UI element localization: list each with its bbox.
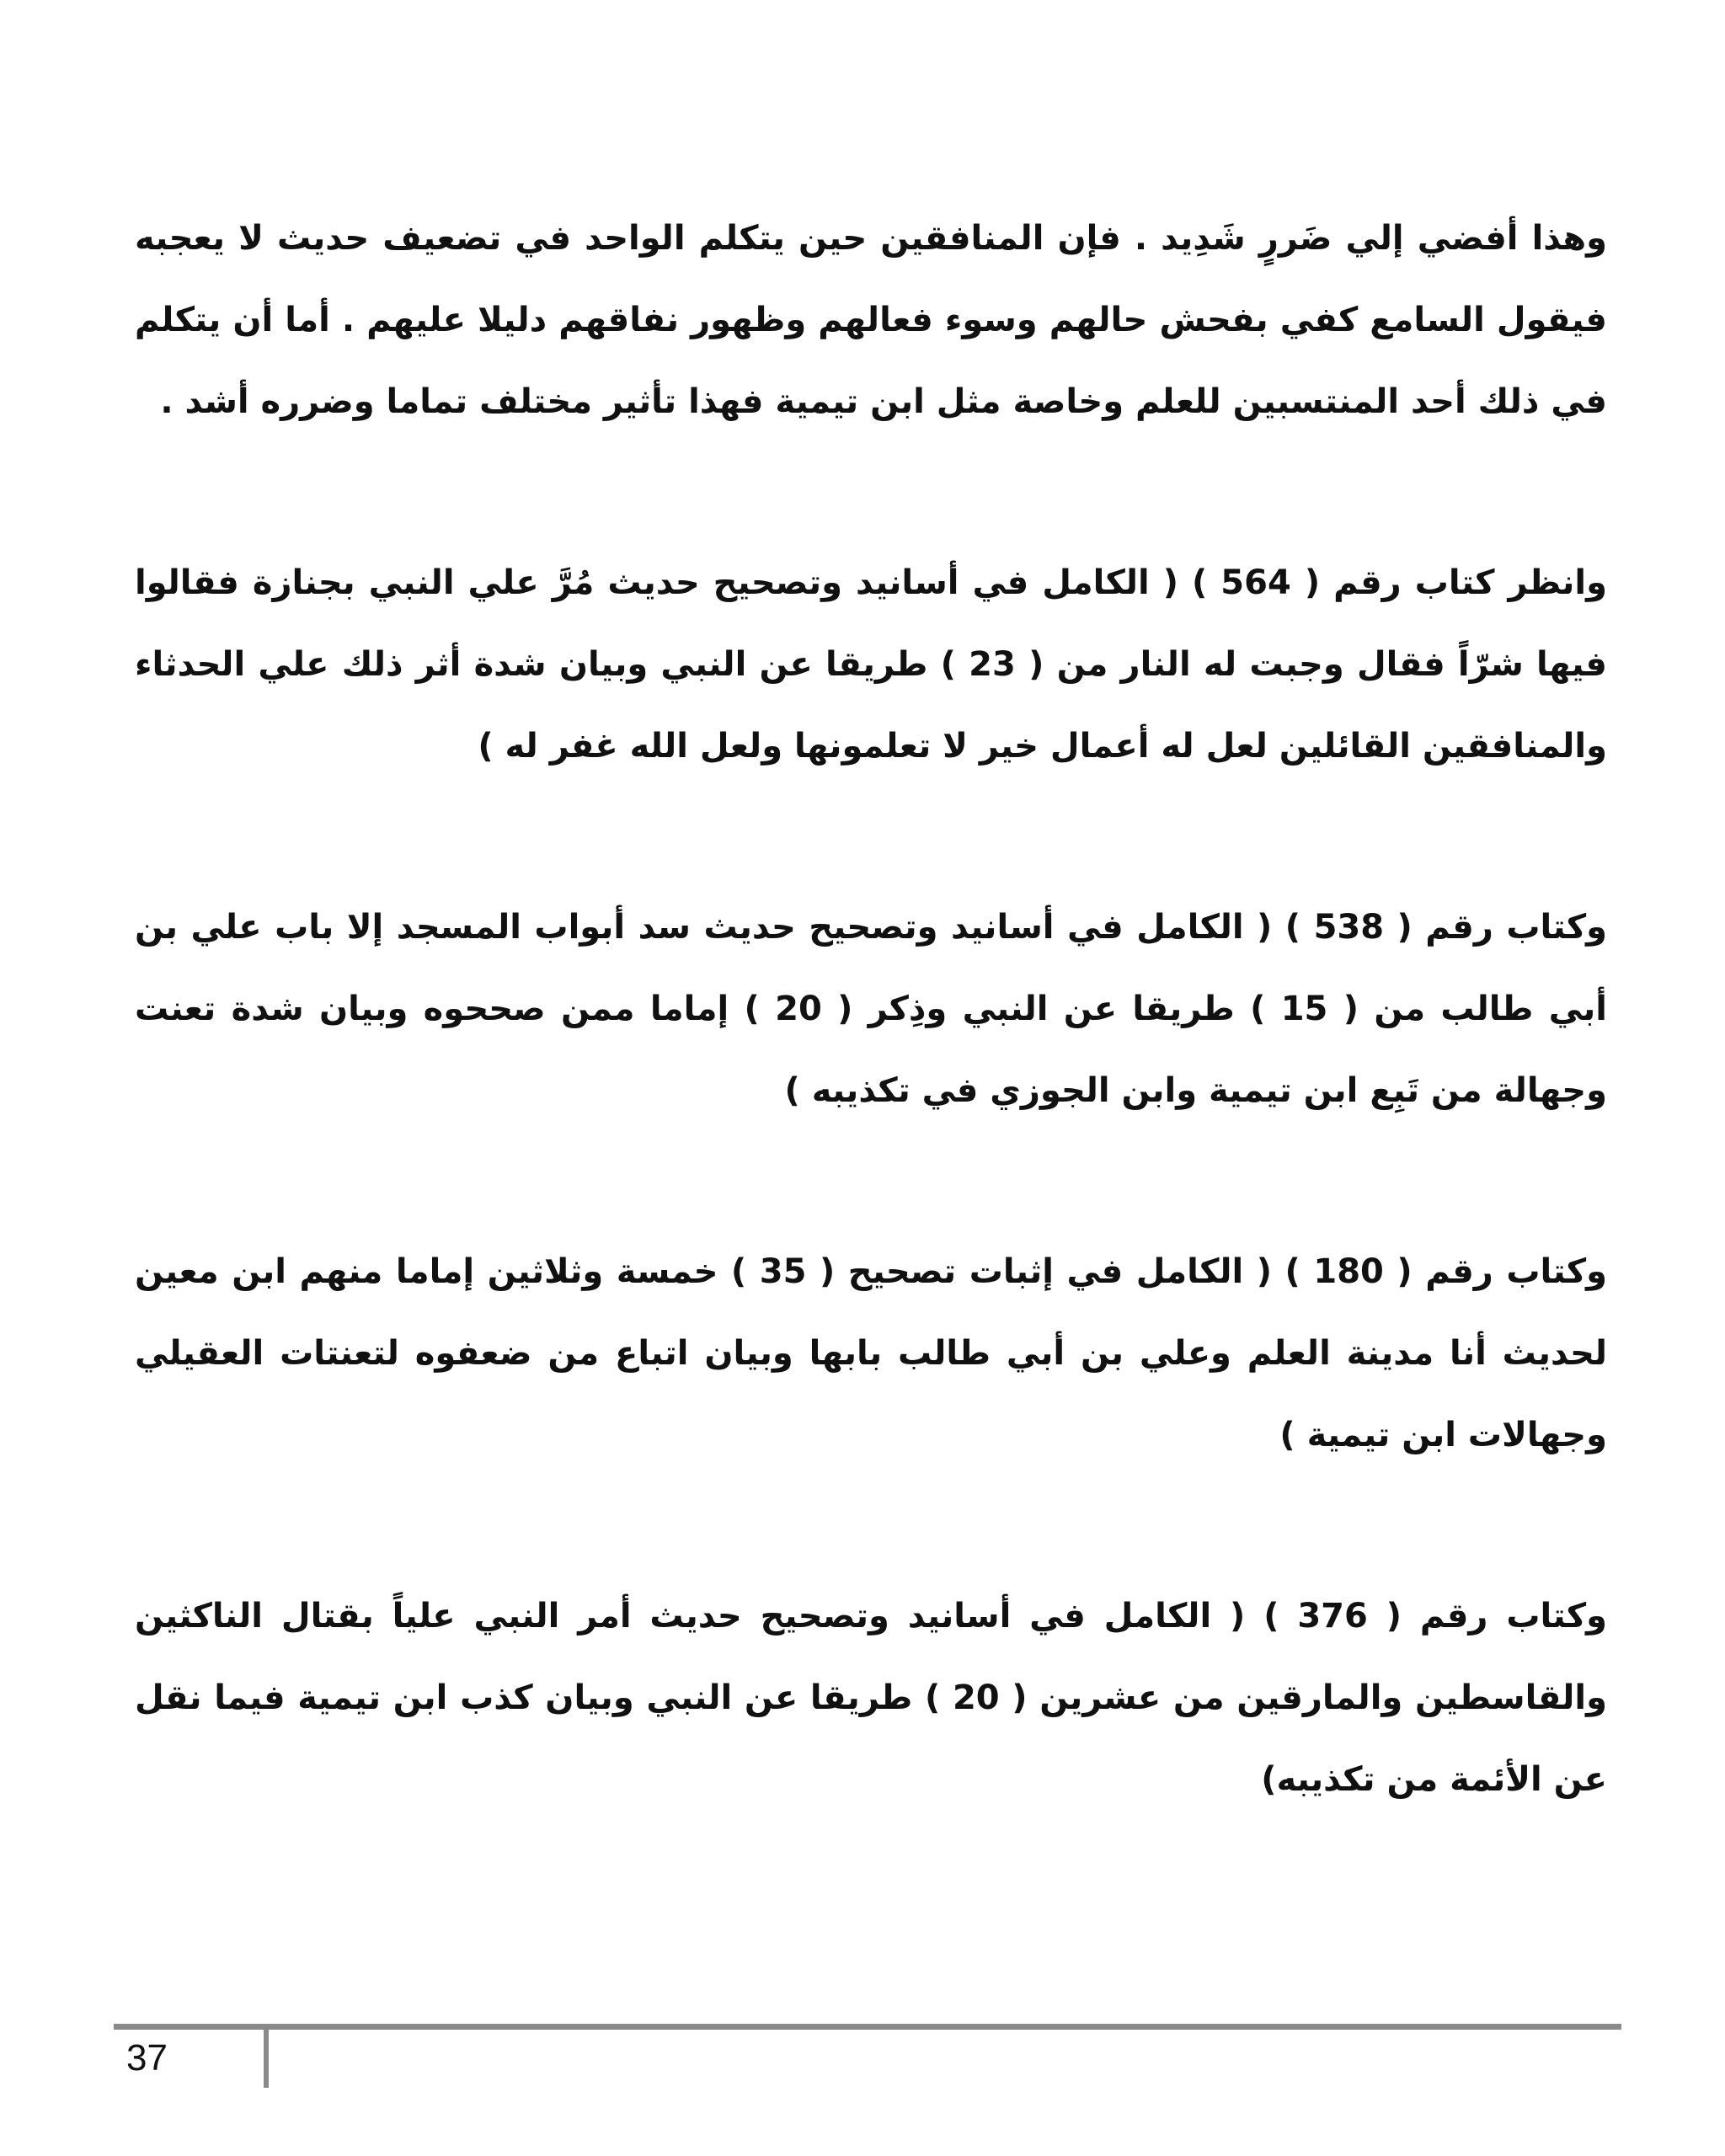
main-text bbox=[135, 198, 1607, 1821]
paragraph-1: وهذا أفضي إلي ضَررٍ شَدِيد . فإن المنافقين حين يتكلم الواحد في تضعيف حديث لا يعجبه فيقول السامع كفي بفحش حالهم وسوء فعالهم وظهور نفاقهم دليلا عليهم . أما أن يتكلم في ذلك أحد المنتسبين للعلم وخاصة مثل ابن تيمية فهذا تأثير مختلف تماما وضرره أشد . bbox=[135, 219, 1607, 421]
footer-divider bbox=[114, 2024, 1621, 2030]
paragraph-4: وكتاب رقم ( 180 ) ( الكامل في إثبات تصحيح ( 35 ) خمسة وثلاثين إماما منهم ابن معين لحديث أنا مدينة العلم وعلي بن أبي طالب بابها وبيان اتباع من ضعفوه لتعنتات العقيلي وجهالات ابن تيمية ) bbox=[135, 1252, 1607, 1454]
footer-separator-tick bbox=[264, 2027, 269, 2088]
paragraph-2: وانظر كتاب رقم ( 564 ) ( الكامل في أسانيد وتصحيح حديث مُرَّ علي النبي بجنازة فقالوا فيها شرّاً فقال وجبت له النار من ( 23 ) طريقا عن النبي وبيان شدة أثر ذلك علي الحدثاء والمنافقين القائلين لعل له أعمال خير لا تعلمونها ولعل الله غفر له ) bbox=[135, 563, 1607, 766]
paragraph-3: وكتاب رقم ( 538 ) ( الكامل في أسانيد وتصحيح حديث سد أبواب المسجد إلا باب علي بن أبي طالب من ( 15 ) طريقا عن النبي وذِكر ( 20 ) إماما ممن صححوه وبيان شدة تعنت وجهالة من تَبِع ابن تيمية وابن الجوزي في تكذيبه ) bbox=[135, 908, 1608, 1110]
page-number: 37 bbox=[126, 2037, 168, 2079]
paragraph-5: وكتاب رقم ( 376 ) ( الكامل في أسانيد وتصحيح حديث أمر النبي علياً بقتال الناكثين والقاسطين والمارقين من عشرين ( 20 ) طريقا عن النبي وبيان كذب ابن تيمية فيما نقل عن الأئمة من تكذيبه) bbox=[135, 1597, 1607, 1799]
